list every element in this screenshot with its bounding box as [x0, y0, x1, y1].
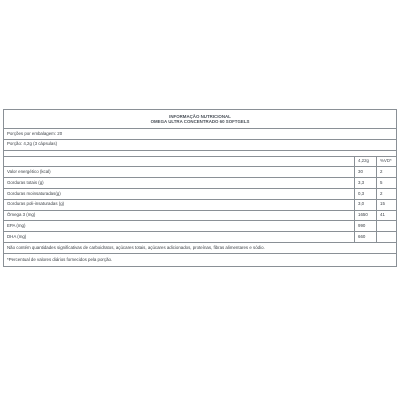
table-row	[4, 211, 396, 222]
table-row	[4, 200, 396, 211]
nutrient-quantity: 3,0	[355, 200, 377, 210]
nutrient-dv: 2	[380, 190, 383, 196]
nutrient-dv: 41	[380, 212, 385, 218]
nutrient-name: EPA (mg)	[4, 221, 355, 231]
portion-size: Porção: 4,2g (3 cápsulas)	[7, 141, 58, 147]
nutrient-dv	[377, 232, 396, 242]
table-row	[4, 232, 396, 243]
nutrient-dv: 2	[380, 169, 383, 175]
portion-row	[4, 140, 396, 151]
nutrition-facts-table	[3, 109, 397, 267]
nutrient-name: Ômega 3 (mg)	[4, 211, 355, 221]
nutrient-quantity: 1650	[355, 211, 377, 221]
nutrient-dv	[377, 221, 396, 231]
nutrient-dv: 5	[380, 179, 383, 185]
nutrient-name: Valor energético (kcal)	[4, 167, 355, 177]
table-row	[4, 167, 396, 178]
footnote-row	[4, 243, 396, 255]
footnote-insignificant: Não contém quantidades significativas de carboidratos, açúcares totais, açúcares adicionados, proteínas, fibras alimentares e sódio.	[7, 245, 265, 251]
table-title	[4, 110, 396, 129]
nutrient-quantity: 3,3	[355, 178, 377, 188]
table-row	[4, 221, 396, 232]
table-title-line1: INFORMAÇÃO NUTRICIONAL	[169, 113, 231, 119]
nutrient-quantity: 0,3	[355, 189, 377, 199]
nutrient-quantity: 30	[355, 167, 377, 177]
nutrient-quantity: 660	[355, 232, 377, 242]
servings-per-package: Porções por embalagem: 20	[7, 130, 63, 136]
table-title-line2: OMEGA ULTRA CONCENTRADO 60 SOFTGELS	[150, 119, 250, 124]
nutrient-name: Gorduras totais (g)	[4, 178, 355, 188]
footnote-row	[4, 254, 396, 266]
nutrient-name: Gorduras poli-insaturadas (g)	[4, 200, 355, 210]
nutrient-name: DHA (mg)	[4, 232, 355, 242]
nutrient-dv: 15	[380, 201, 385, 207]
nutrient-quantity: 990	[355, 221, 377, 231]
servings-row	[4, 129, 396, 140]
column-header-name	[4, 157, 355, 167]
column-header-row	[4, 157, 396, 168]
table-row	[4, 189, 396, 200]
nutrient-name: Gorduras moinsaturadas(g)	[4, 189, 355, 199]
column-header-quantity: 4,22g	[355, 157, 377, 167]
column-header-dv: %VD*	[380, 158, 392, 164]
table-row	[4, 178, 396, 189]
footnote-daily-values: *Percentual de valores diários fornecidos pela porção.	[7, 257, 113, 263]
